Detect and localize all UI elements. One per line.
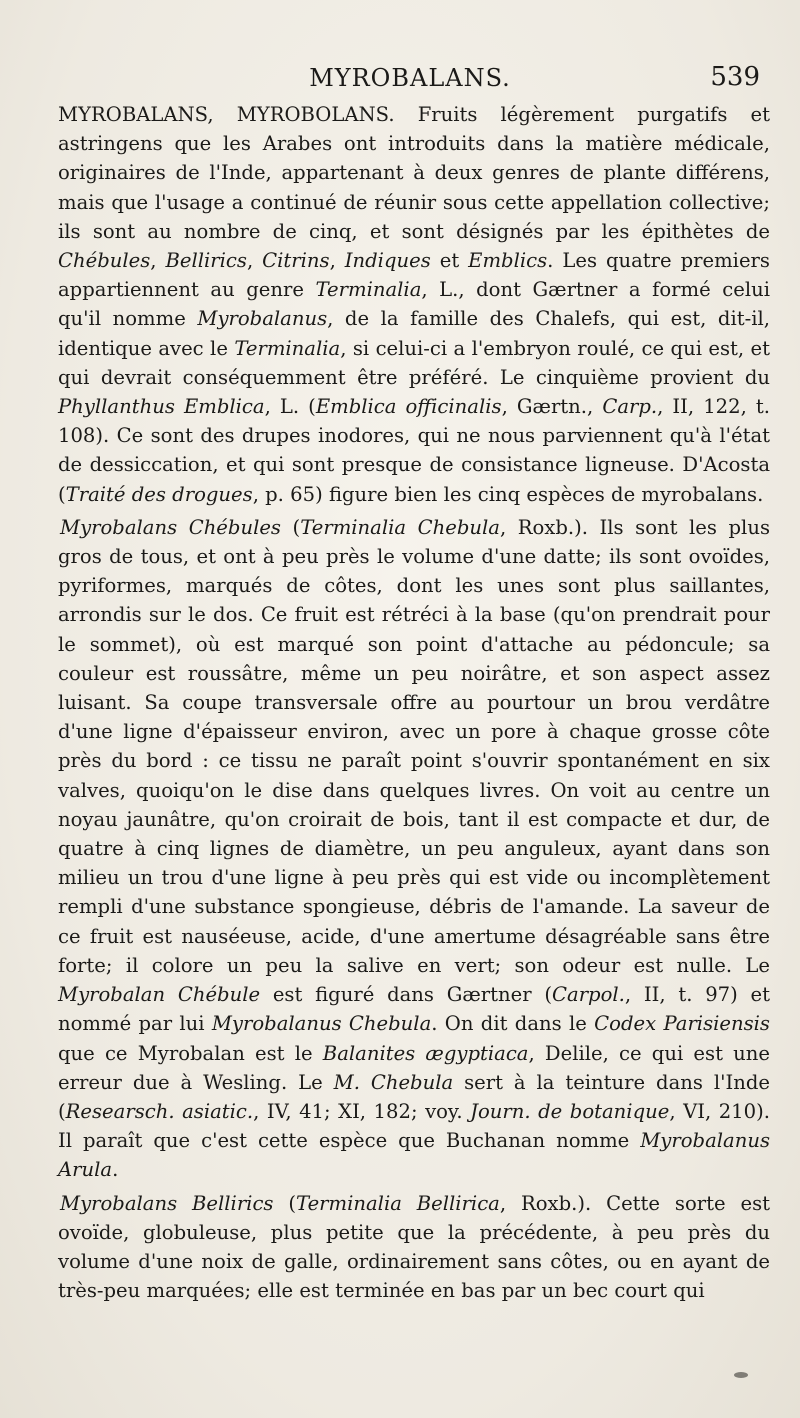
text-run: Traité des drogues (65, 482, 253, 506)
text-run: M. Chebula (333, 1070, 454, 1094)
text-run: Myrobalanus Arula (58, 1129, 770, 1182)
text-run: ( (280, 515, 301, 539)
text-run: Indiques (344, 249, 431, 273)
text-run: Chébules (58, 249, 151, 273)
text-run: , p. 65) figure bien les cinq espèces de myrobalans. (252, 482, 764, 506)
paragraph-bellirics (58, 1189, 770, 1306)
text-run: , L. ( (264, 395, 316, 419)
text-run: Terminalia (234, 336, 341, 360)
text-run: , II, t. 97) et nommé par lui (58, 983, 771, 1036)
text-run: Emblics (468, 249, 548, 273)
text-run: , L., dont Gærtner a formé celui qu'il nomme (58, 278, 770, 331)
text-run: que ce Myrobalan est le (58, 1041, 323, 1065)
text-run: et (430, 249, 469, 273)
body-text (58, 100, 770, 1305)
text-run: Terminalia Bellirica (296, 1191, 500, 1215)
text-run: MYROBALANS, MYROBOLANS. (58, 103, 395, 126)
text-run: Journ. de botanique (470, 1099, 670, 1123)
text-run: , (246, 249, 263, 273)
text-run: , II, 122, t. 108). Ce sont des drupes inodores, qui ne nous parviennent qu'à l'état de dessiccation, et qui sont presque de consistance ligneuse. D'Acosta ( (58, 395, 771, 506)
text-run: Terminalia Chebula (300, 515, 500, 539)
text-run: sert à la teinture dans l'Inde ( (58, 1070, 770, 1123)
text-run: Myrobalan Chébule (58, 983, 261, 1007)
text-run: Emblica officinalis (315, 395, 502, 419)
text-run: Codex Parisiensis (594, 1012, 770, 1036)
page-number: 539 (710, 62, 760, 92)
text-run: ( (273, 1191, 297, 1215)
text-run: Carp. (602, 395, 658, 419)
text-run: Bellirics (165, 249, 247, 273)
text-run: est figuré dans Gærtner ( (260, 983, 553, 1007)
paragraph-chebules (58, 513, 770, 1185)
text-run: Myrobalanus (197, 307, 328, 331)
running-title: MYROBALANS. (309, 64, 511, 92)
text-run: Terminalia (315, 278, 422, 302)
text-run: , Roxb.). Ils sont les plus gros de tous, et ont à peu près le volume d'une datte; ils sont ovoïdes, pyriformes, marqués de côtes, dont les unes sont plus saillantes, arrondis sur le dos. Ce fruit est rétréci à la base (qu'on prendrait pour le sommet), où est marqué son point d'attache au pédoncule; sa couleur est roussâtre, même un peu noirâtre, et son aspect assez luisant. Sa coupe transversale offre au pourtour un brou verdâtre d'une ligne d'épaisseur environ, avec un pore à chaque grosse côte près du bord : ce tissu ne paraît point s'ouvrir spontanément en six valves, quoiqu'on le dise dans quelques livres. On voit au centre un noyau jaunâtre, qu'on croirait de bois, tant il est compacte et dur, de quatre à cinq lignes de diamètre, un peu anguleux, ayant dans son milieu un trou d'une ligne à peu près qui est vide ou incomplètement rempli d'une substance spongieuse, débris de l'amande. La saveur de ce fruit est nauséeuse, acide, d'une amertume désagréable sans être forte; il colore un peu la salive en vert; son odeur est nulle. Le (58, 515, 770, 977)
text-run: . On dit dans le (431, 1012, 595, 1036)
text-run: , (329, 249, 345, 273)
text-run: . (112, 1158, 119, 1182)
text-run: , IV, 41; XI, 182; voy. (253, 1099, 471, 1123)
text-run: Phyllanthus Emblica (58, 395, 265, 419)
text-run: Citrins (262, 249, 330, 273)
text-run: Myrobalans Bellirics (60, 1191, 274, 1215)
text-run: . Les quatre premiers appartiennent au genre (58, 249, 770, 302)
text-run: , VI, 210). Il paraît que c'est cette espèce que Buchanan nomme (58, 1099, 770, 1153)
text-run: Myrobalans Chébules (60, 515, 281, 539)
text-run: , (150, 249, 166, 273)
text-run: Carpol. (552, 983, 625, 1007)
text-run: Researsch. asiatic. (65, 1099, 254, 1123)
page-header (60, 62, 760, 96)
text-run: , de la famille des Chalefs, qui est, dit-il, identique avec le (58, 307, 770, 360)
ink-speck (734, 1372, 748, 1378)
text-run: , Delile, ce qui est une erreur due à Wesling. Le (58, 1041, 770, 1094)
paragraph-intro (58, 100, 770, 509)
text-run: , Gærtn., (501, 395, 603, 419)
text-run: , si celui-ci a l'embryon roulé, ce qui est, et qui devrait conséquemment être préféré. Le cinquième provient du (58, 336, 770, 389)
text-run: Myrobalanus Chebula (211, 1012, 432, 1036)
text-run: Balanites ægyptiaca (322, 1041, 529, 1065)
text-run: Fruits légèrement purgatifs et astringens que les Arabes ont introduits dans la matière médicale, originaires de l'Inde, appartenant à deux genres de plante différens, mais que l'usage a continué de réunir sous cette appellation collective; ils sont au nombre de cinq, et sont désignés par les épithètes de (58, 103, 770, 243)
text-run: , Roxb.). Cette sorte est ovoïde, globuleuse, plus petite que la précédente, à peu près du volume d'une noix de galle, ordinairement sans côtes, ou en ayant de très-peu marquées; elle est terminée en bas par un bec court qui (58, 1191, 771, 1303)
